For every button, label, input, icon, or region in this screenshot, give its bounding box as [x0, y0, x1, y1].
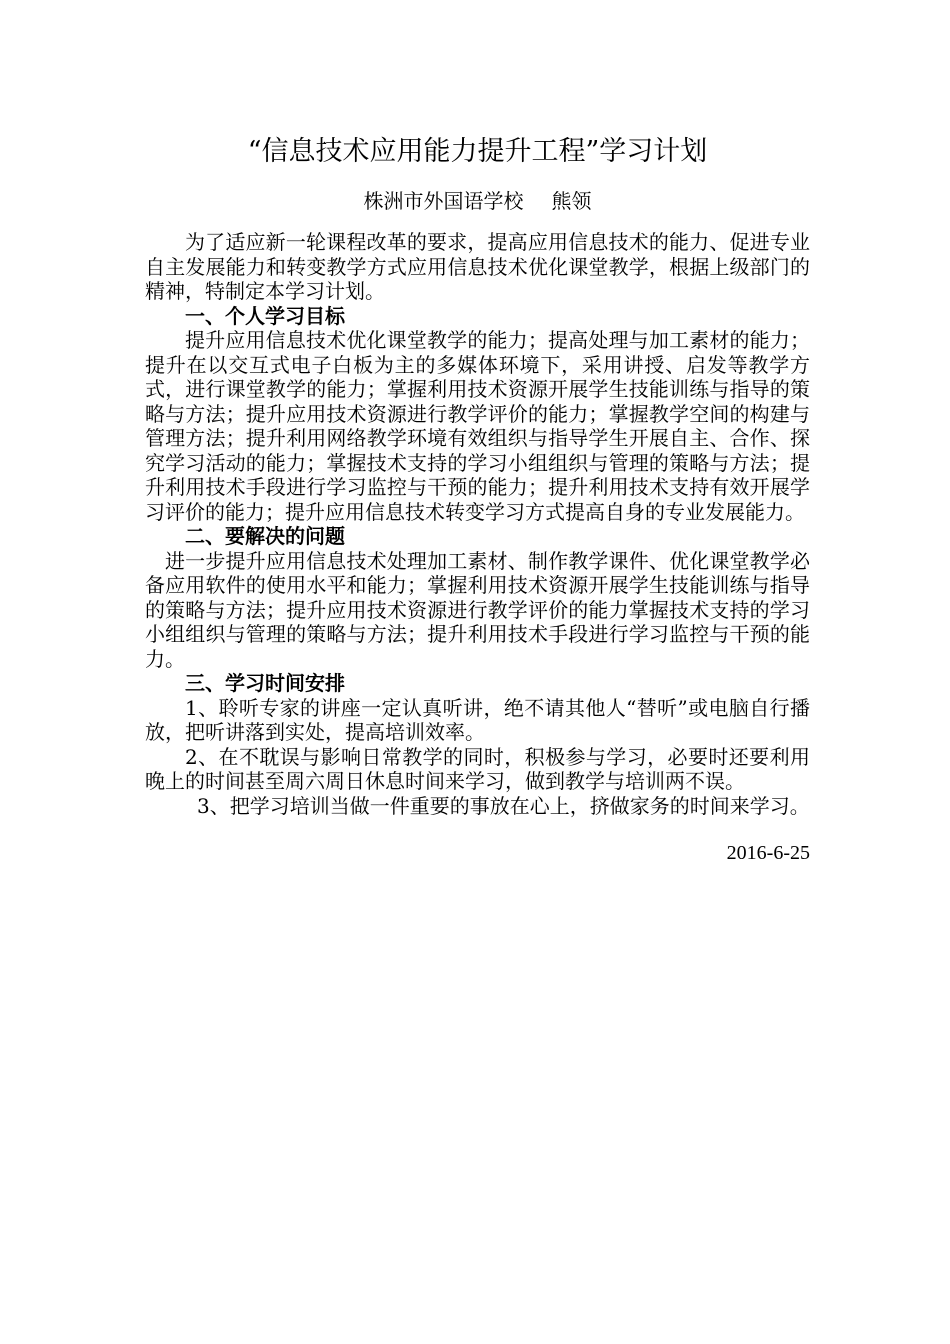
document-body [145, 132, 810, 866]
schedule-item-2: 2、在不耽误与影响日常教学的同时，积极参与学习，必要时还要利用晚上的时间甚至周六周日休息时间来学习，做到教学与培训两不误。 [145, 744, 810, 793]
section-heading-problems: 二、要解决的问题 [185, 524, 345, 548]
document-title: “信息技术应用能力提升工程”学习计划 [247, 136, 708, 167]
byline [145, 186, 810, 216]
intro-paragraph: 为了适应新一轮课程改革的要求，提高应用信息技术的能力、促进专业自主发展能力和转变教学方式应用信息技术优化课堂教学，根据上级部门的精神，特制定本学习计划。 [145, 230, 810, 303]
problems-paragraph: 进一步提升应用信息技术处理加工素材、制作教学课件、优化课堂教学必备应用软件的使用水平和能力；掌握利用技术资源开展学生技能训练与指导的策略与方法；提升应用技术资源进行教学评价的能力掌握技术支持的学习小组组织与管理的策略与方法；提升利用技术手段进行学习监控与干预的能力。 [145, 548, 810, 671]
section-heading-goals: 一、个人学习目标 [185, 303, 345, 328]
school-name: 株洲市外国语学校 [363, 189, 524, 213]
document-date: 2016-6-25 [726, 842, 810, 864]
author-name: 熊领 [551, 189, 592, 213]
section-heading-schedule: 三、学习时间安排 [185, 671, 345, 695]
schedule-item-3: 3、把学习培训当做一件重要的事放在心上，挤做家务的时间来学习。 [197, 793, 810, 818]
schedule-item-1: 1、聆听专家的讲座一定认真听讲，绝不请其他人“替听”或电脑自行播放，把听讲落到实处，提高培训效率。 [145, 695, 810, 744]
goals-paragraph: 提升应用信息技术优化课堂教学的能力；提高处理与加工素材的能力；提升在以交互式电子白板为主的多媒体环境下，采用讲授、启发等教学方式，进行课堂教学的能力；掌握利用技术资源开展学生技能训练与指导的策略与方法；提升应用技术资源进行教学评价的能力；掌握教学空间的构建与管理方法；提升利用网络教学环境有效组织与指导学生开展自主、合作、探究学习活动的能力；掌握技术支持的学习小组组织与管理的策略与方法；提升利用技术手段进行学习监控与干预的能力；提升利用技术支持有效开展学习评价的能力；提升应用信息技术转变学习方式提高自身的专业发展能力。 [145, 328, 810, 524]
